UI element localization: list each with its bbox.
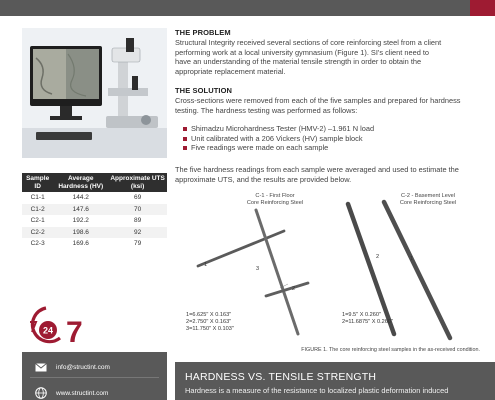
solution-heading: THE SOLUTION <box>175 86 233 95</box>
right-dimensions: 1=9.5" X 0.260" 2=11.6875" X 0.260" <box>342 312 393 325</box>
24-7-logo <box>22 302 82 346</box>
problem-line: Structural Integrity received several sections of core reinforcing steel from a client <box>175 38 442 47</box>
table-row <box>22 204 167 216</box>
solution-line: Cross-sections were removed from each of the five samples and prepared for hardness <box>175 96 461 105</box>
hardness-section <box>175 362 495 400</box>
column-header: Sample ID <box>22 173 53 192</box>
contact-divider <box>30 377 159 378</box>
figure-right-label: C-2 - Basement Level Core Reinforcing Steel <box>399 193 457 206</box>
bullet-square <box>183 146 187 150</box>
rod-number: 3 <box>256 266 260 272</box>
rebar-figure <box>180 188 480 346</box>
table-cell: C2-1 <box>30 217 45 225</box>
table-cell: C1-1 <box>30 194 45 202</box>
list-item: Shimadzu Microhardness Tester (HMV-2) –1.961 N load <box>183 124 483 134</box>
rod-number: 1 <box>410 256 414 262</box>
globe-icon <box>34 386 48 400</box>
table-row <box>22 227 167 239</box>
table-row <box>22 238 167 250</box>
table-cell: 79 <box>133 240 142 248</box>
microscope-photo <box>22 28 167 158</box>
test-procedure-list <box>183 124 483 153</box>
table-cell: 147.6 <box>53 204 108 216</box>
table-cell: C1-2 <box>22 204 53 216</box>
hardness-table <box>22 173 167 250</box>
results-line: approximate UTS, and the results are provided below. <box>175 174 352 184</box>
problem-heading: THE PROBLEM <box>175 28 231 37</box>
problem-line: appropriate replacement material. <box>175 66 286 76</box>
email-link[interactable]: info@structint.com <box>56 363 110 371</box>
results-line: The five hardness readings from each sample were averaged and used to estimate the <box>175 165 459 174</box>
list-item: Unit calibrated with a 206 Vickers (HV) sample block <box>183 134 483 144</box>
left-dimensions: 1=6.625" X 0.163" 2=2.750" X 0.163" 3=11.750" X 0.103" <box>186 312 234 332</box>
bullet-square <box>183 127 187 131</box>
problem-line: have an understanding of the material tensile strength in order to obtain the <box>175 57 422 66</box>
table-cell: 69 <box>133 194 142 202</box>
column-header: Approximate UTS (ksi) <box>108 173 167 192</box>
website-link[interactable]: www.structint.com <box>56 389 109 397</box>
table-cell: 144.2 <box>72 194 89 202</box>
rod-number: 2 <box>376 254 380 260</box>
figure-left-label: C-1 - First Floor Core Reinforcing Steel <box>246 193 304 206</box>
table-header-row <box>22 173 167 192</box>
table-cell: 198.6 <box>53 227 108 239</box>
contact-panel <box>22 352 167 400</box>
hardness-title: HARDNESS VS. TENSILE STRENGTH <box>185 371 377 383</box>
table-cell: C2-2 <box>22 227 53 239</box>
table-cell: 192.2 <box>72 217 89 225</box>
table-row <box>22 215 167 227</box>
logo-number: 24 <box>42 325 54 336</box>
table-cell: 92 <box>108 227 167 239</box>
solution-line: testing. The hardness testing was performed as follows: <box>175 105 358 115</box>
column-header: Average Hardness (HV) <box>53 173 108 192</box>
logo-mark: 7 <box>66 316 82 346</box>
figure-caption: FIGURE 1. The core reinforcing steel samples in the as-received condition. <box>301 347 480 353</box>
table-cell: 89 <box>133 217 142 225</box>
top-bar <box>0 0 495 16</box>
table-cell: 70 <box>108 204 167 216</box>
rod-number: 2 <box>292 286 296 292</box>
list-item: Five readings were made on each sample <box>183 143 483 153</box>
table-row <box>22 192 167 204</box>
rod-number: 1 <box>204 262 208 268</box>
top-bar-accent <box>470 0 495 16</box>
hardness-body: Hardness is a measure of the resistance to localized plastic deformation induced <box>185 386 449 395</box>
contact-email-row[interactable] <box>22 356 167 378</box>
table-cell: 169.6 <box>72 240 89 248</box>
envelope-icon <box>34 360 48 374</box>
bullet-square <box>183 137 187 141</box>
table-cell: C2-3 <box>30 240 45 248</box>
problem-line: performing work at a local university gymnasium (Figure 1). SI's client need to <box>175 47 430 57</box>
contact-website-row[interactable] <box>22 382 167 400</box>
